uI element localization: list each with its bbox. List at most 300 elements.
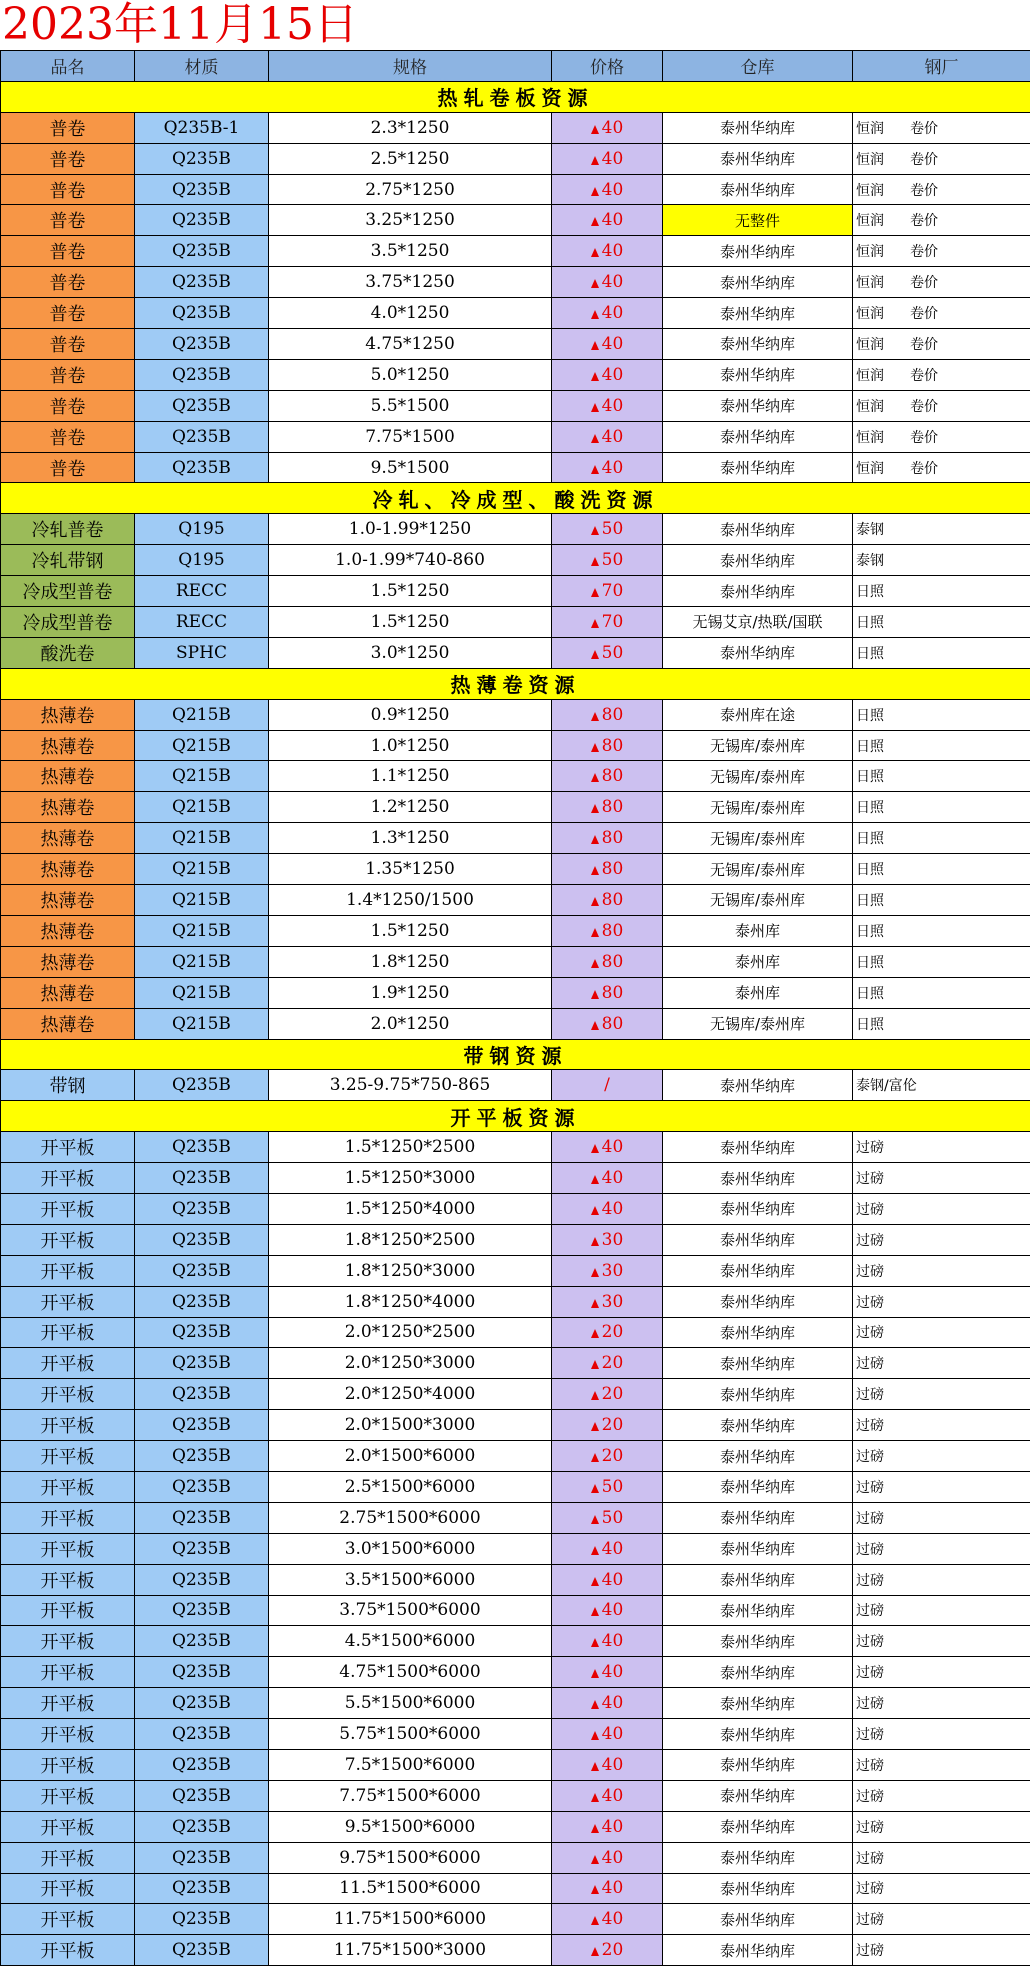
price-value: 30 bbox=[601, 1291, 624, 1312]
material-cell: Q215B bbox=[135, 1008, 269, 1039]
mill-value: 过磅 bbox=[856, 1572, 884, 1589]
price-cell bbox=[552, 885, 663, 916]
price-value: 20 bbox=[601, 1322, 624, 1343]
mill-value: 过磅 bbox=[856, 1912, 884, 1929]
arrow-up-icon bbox=[591, 279, 599, 288]
arrow-up-icon bbox=[591, 1175, 599, 1184]
price-value: 40 bbox=[601, 1538, 624, 1559]
arrow-up-icon bbox=[591, 1916, 599, 1925]
arrow-up-icon bbox=[591, 1206, 599, 1215]
price-cell bbox=[552, 1780, 663, 1811]
header-name: 品名 bbox=[1, 51, 135, 82]
material-cell: Q235B bbox=[135, 1904, 269, 1935]
mill-cell bbox=[853, 792, 1030, 823]
arrow-up-icon bbox=[591, 743, 599, 752]
section-title: 开平板资源 bbox=[1, 1101, 1030, 1132]
product-name-cell: 开平板 bbox=[1, 1595, 135, 1626]
arrow-up-icon bbox=[591, 959, 599, 968]
page-title: 2023年11月15日 bbox=[2, 0, 358, 50]
warehouse-cell: 泰州华纳库 bbox=[663, 1935, 853, 1966]
table-row bbox=[1, 885, 1030, 916]
warehouse-cell: 泰州华纳库 bbox=[663, 1533, 853, 1564]
product-name-cell: 热薄卷 bbox=[1, 730, 135, 761]
table-row bbox=[1, 236, 1030, 267]
mill-value: 过磅 bbox=[856, 1510, 884, 1527]
spec-cell: 4.75*1500*6000 bbox=[269, 1657, 552, 1688]
mill-cell bbox=[853, 1564, 1030, 1595]
spec-cell: 0.9*1250 bbox=[269, 699, 552, 730]
mill-value: 泰钢 bbox=[856, 522, 884, 539]
price-cell bbox=[552, 1719, 663, 1750]
material-cell: Q235B bbox=[135, 267, 269, 298]
arrow-up-icon bbox=[591, 187, 599, 196]
table-row bbox=[1, 1132, 1030, 1163]
spec-cell: 11.5*1500*6000 bbox=[269, 1873, 552, 1904]
mill-value: 日照 bbox=[856, 738, 884, 755]
price-value: 40 bbox=[601, 1785, 624, 1806]
product-name-cell: 热薄卷 bbox=[1, 792, 135, 823]
arrow-up-icon bbox=[591, 804, 599, 813]
price-cell bbox=[552, 298, 663, 329]
table-row bbox=[1, 1348, 1030, 1379]
product-name-cell: 普卷 bbox=[1, 421, 135, 452]
material-cell: Q235B-1 bbox=[135, 112, 269, 143]
material-cell: Q235B bbox=[135, 1379, 269, 1410]
price-note: 卷价 bbox=[910, 182, 938, 199]
spec-cell: 1.0*1250 bbox=[269, 730, 552, 761]
arrow-up-icon bbox=[591, 773, 599, 782]
material-cell: Q235B bbox=[135, 1132, 269, 1163]
spec-cell: 2.3*1250 bbox=[269, 112, 552, 143]
material-cell: Q235B bbox=[135, 1255, 269, 1286]
price-cell bbox=[552, 1379, 663, 1410]
table-row bbox=[1, 1719, 1030, 1750]
mill-value: 恒润 bbox=[856, 275, 884, 292]
mill-value: 恒润 bbox=[856, 213, 884, 230]
material-cell: Q235B bbox=[135, 359, 269, 390]
warehouse-cell: 泰州华纳库 bbox=[663, 1904, 853, 1935]
arrow-up-icon bbox=[591, 403, 599, 412]
warehouse-cell: 泰州华纳库 bbox=[663, 1595, 853, 1626]
mill-cell bbox=[853, 514, 1030, 545]
spec-cell: 1.4*1250/1500 bbox=[269, 885, 552, 916]
price-cell bbox=[552, 390, 663, 421]
mill-value: 过磅 bbox=[856, 1757, 884, 1774]
arrow-up-icon bbox=[591, 526, 599, 535]
arrow-up-icon bbox=[591, 125, 599, 134]
price-value: 40 bbox=[601, 1631, 624, 1652]
price-cell bbox=[552, 730, 663, 761]
spec-cell: 2.75*1500*6000 bbox=[269, 1502, 552, 1533]
product-name-cell: 普卷 bbox=[1, 359, 135, 390]
price-value: 50 bbox=[601, 1507, 624, 1528]
warehouse-cell: 泰州库 bbox=[663, 946, 853, 977]
price-note: 卷价 bbox=[910, 306, 938, 323]
price-value: 40 bbox=[601, 1909, 624, 1930]
material-cell: Q215B bbox=[135, 761, 269, 792]
mill-cell bbox=[853, 1132, 1030, 1163]
spec-cell: 1.8*1250*3000 bbox=[269, 1255, 552, 1286]
mill-cell bbox=[853, 1749, 1030, 1780]
mill-value: 过磅 bbox=[856, 1881, 884, 1898]
spec-cell: 9.75*1500*6000 bbox=[269, 1842, 552, 1873]
price-value: 40 bbox=[601, 1878, 624, 1899]
mill-value: 过磅 bbox=[856, 1727, 884, 1744]
price-value: 40 bbox=[601, 1693, 624, 1714]
price-cell bbox=[552, 1564, 663, 1595]
price-cell bbox=[552, 329, 663, 360]
mill-value: 过磅 bbox=[856, 1943, 884, 1960]
product-name-cell: 开平板 bbox=[1, 1163, 135, 1194]
price-cell bbox=[552, 699, 663, 730]
price-value: 40 bbox=[601, 148, 624, 169]
price-value: 40 bbox=[601, 395, 624, 416]
warehouse-cell: 泰州华纳库 bbox=[663, 1719, 853, 1750]
material-cell: Q235B bbox=[135, 1286, 269, 1317]
mill-cell bbox=[853, 1873, 1030, 1904]
material-cell: Q235B bbox=[135, 1657, 269, 1688]
arrow-up-icon bbox=[591, 1299, 599, 1308]
table-row bbox=[1, 329, 1030, 360]
product-name-cell: 开平板 bbox=[1, 1255, 135, 1286]
table-row bbox=[1, 1657, 1030, 1688]
mill-value: 日照 bbox=[856, 614, 884, 631]
material-cell: RECC bbox=[135, 576, 269, 607]
material-cell: Q215B bbox=[135, 792, 269, 823]
price-note: 卷价 bbox=[910, 336, 938, 353]
warehouse-cell: 泰州华纳库 bbox=[663, 112, 853, 143]
arrow-up-icon bbox=[591, 1638, 599, 1647]
price-note: 卷价 bbox=[910, 275, 938, 292]
mill-cell bbox=[853, 1904, 1030, 1935]
spec-cell: 5.5*1500 bbox=[269, 390, 552, 421]
mill-cell bbox=[853, 359, 1030, 390]
arrow-up-icon bbox=[591, 990, 599, 999]
mill-cell bbox=[853, 946, 1030, 977]
warehouse-cell: 泰州华纳库 bbox=[663, 514, 853, 545]
mill-cell bbox=[853, 545, 1030, 576]
product-name-cell: 开平板 bbox=[1, 1286, 135, 1317]
warehouse-cell: 泰州华纳库 bbox=[663, 1842, 853, 1873]
price-cell bbox=[552, 1410, 663, 1441]
mill-cell bbox=[853, 205, 1030, 236]
product-name-cell: 开平板 bbox=[1, 1193, 135, 1224]
price-cell bbox=[552, 1749, 663, 1780]
mill-value: 过磅 bbox=[856, 1294, 884, 1311]
price-value: 40 bbox=[601, 117, 624, 138]
price-cell bbox=[552, 637, 663, 668]
product-name-cell: 开平板 bbox=[1, 1719, 135, 1750]
product-name-cell: 开平板 bbox=[1, 1533, 135, 1564]
arrow-up-icon bbox=[591, 1515, 599, 1524]
price-cell bbox=[552, 915, 663, 946]
price-value: 80 bbox=[601, 859, 624, 880]
spec-cell: 1.1*1250 bbox=[269, 761, 552, 792]
arrow-up-icon bbox=[591, 650, 599, 659]
spec-cell: 3.75*1500*6000 bbox=[269, 1595, 552, 1626]
spec-cell: 3.75*1250 bbox=[269, 267, 552, 298]
mill-cell bbox=[853, 1811, 1030, 1842]
table-row bbox=[1, 1564, 1030, 1595]
price-cell bbox=[552, 1811, 663, 1842]
price-note: 卷价 bbox=[910, 120, 938, 137]
price-cell bbox=[552, 1842, 663, 1873]
table-row bbox=[1, 730, 1030, 761]
header-mill: 钢厂 bbox=[853, 51, 1030, 82]
spec-cell: 1.5*1250 bbox=[269, 607, 552, 638]
arrow-up-icon bbox=[591, 1700, 599, 1709]
warehouse-cell: 泰州华纳库 bbox=[663, 1379, 853, 1410]
material-cell: Q215B bbox=[135, 915, 269, 946]
table-row bbox=[1, 1688, 1030, 1719]
arrow-up-icon bbox=[591, 465, 599, 474]
arrow-up-icon bbox=[591, 248, 599, 257]
spec-cell: 1.5*1250*3000 bbox=[269, 1163, 552, 1194]
price-note: 卷价 bbox=[910, 151, 938, 168]
table-row bbox=[1, 637, 1030, 668]
price-cell bbox=[552, 823, 663, 854]
product-name-cell: 开平板 bbox=[1, 1873, 135, 1904]
warehouse-cell: 无锡库/泰州库 bbox=[663, 761, 853, 792]
mill-value: 日照 bbox=[856, 892, 884, 909]
material-cell: Q235B bbox=[135, 1193, 269, 1224]
table-row bbox=[1, 977, 1030, 1008]
price-cell bbox=[552, 1873, 663, 1904]
spec-cell: 1.5*1250 bbox=[269, 576, 552, 607]
material-cell: Q215B bbox=[135, 854, 269, 885]
mill-value: 日照 bbox=[856, 584, 884, 601]
price-value: 50 bbox=[601, 1476, 624, 1497]
mill-cell bbox=[853, 607, 1030, 638]
arrow-up-icon bbox=[591, 1329, 599, 1338]
price-cell bbox=[552, 1595, 663, 1626]
warehouse-cell: 泰州库在途 bbox=[663, 699, 853, 730]
product-name-cell: 普卷 bbox=[1, 267, 135, 298]
mill-value: 日照 bbox=[856, 954, 884, 971]
warehouse-cell: 泰州华纳库 bbox=[663, 1811, 853, 1842]
mill-cell bbox=[853, 1626, 1030, 1657]
header-warehouse: 仓库 bbox=[663, 51, 853, 82]
product-name-cell: 普卷 bbox=[1, 236, 135, 267]
price-cell bbox=[552, 1286, 663, 1317]
mill-cell bbox=[853, 329, 1030, 360]
mill-cell bbox=[853, 1008, 1030, 1039]
mill-cell bbox=[853, 977, 1030, 1008]
product-name-cell: 开平板 bbox=[1, 1379, 135, 1410]
mill-value: 过磅 bbox=[856, 1541, 884, 1558]
arrow-up-icon bbox=[591, 1484, 599, 1493]
material-cell: Q235B bbox=[135, 329, 269, 360]
spec-cell: 11.75*1500*3000 bbox=[269, 1935, 552, 1966]
table-row bbox=[1, 1935, 1030, 1966]
warehouse-cell: 泰州华纳库 bbox=[663, 1780, 853, 1811]
price-value: 80 bbox=[601, 828, 624, 849]
material-cell: Q235B bbox=[135, 1070, 269, 1101]
arrow-up-icon bbox=[591, 1607, 599, 1616]
warehouse-cell: 无锡库/泰州库 bbox=[663, 823, 853, 854]
mill-cell bbox=[853, 1471, 1030, 1502]
arrow-up-icon bbox=[591, 1762, 599, 1771]
price-table bbox=[0, 50, 1030, 1966]
mill-value: 日照 bbox=[856, 769, 884, 786]
product-name-cell: 普卷 bbox=[1, 112, 135, 143]
mill-value: 恒润 bbox=[856, 336, 884, 353]
table-row bbox=[1, 545, 1030, 576]
price-value: 80 bbox=[601, 920, 624, 941]
arrow-up-icon bbox=[591, 1391, 599, 1400]
product-name-cell: 热薄卷 bbox=[1, 946, 135, 977]
price-note: 卷价 bbox=[910, 213, 938, 230]
mill-value: 过磅 bbox=[856, 1418, 884, 1435]
spec-cell: 1.8*1250*4000 bbox=[269, 1286, 552, 1317]
mill-cell bbox=[853, 1286, 1030, 1317]
spec-cell: 2.5*1500*6000 bbox=[269, 1471, 552, 1502]
price-value: 40 bbox=[601, 272, 624, 293]
mill-cell bbox=[853, 143, 1030, 174]
arrow-up-icon bbox=[591, 897, 599, 906]
mill-cell bbox=[853, 112, 1030, 143]
warehouse-cell: 泰州华纳库 bbox=[663, 1441, 853, 1472]
spec-cell: 3.0*1250 bbox=[269, 637, 552, 668]
arrow-up-icon bbox=[591, 619, 599, 628]
section-header bbox=[1, 1039, 1030, 1070]
price-value: 40 bbox=[601, 1816, 624, 1837]
price-cell bbox=[552, 576, 663, 607]
price-value: 20 bbox=[601, 1446, 624, 1467]
spec-cell: 2.0*1500*6000 bbox=[269, 1441, 552, 1472]
warehouse-cell: 泰州华纳库 bbox=[663, 1255, 853, 1286]
price-cell bbox=[552, 1904, 663, 1935]
material-cell: Q215B bbox=[135, 823, 269, 854]
warehouse-cell: 泰州华纳库 bbox=[663, 390, 853, 421]
product-name-cell: 普卷 bbox=[1, 205, 135, 236]
mill-value: 恒润 bbox=[856, 429, 884, 446]
table-row bbox=[1, 1873, 1030, 1904]
spec-cell: 3.25-9.75*750-865 bbox=[269, 1070, 552, 1101]
table-row bbox=[1, 1502, 1030, 1533]
mill-cell bbox=[853, 576, 1030, 607]
material-cell: Q235B bbox=[135, 390, 269, 421]
arrow-up-icon bbox=[591, 1731, 599, 1740]
warehouse-cell: 泰州华纳库 bbox=[663, 1286, 853, 1317]
spec-cell: 1.2*1250 bbox=[269, 792, 552, 823]
mill-cell bbox=[853, 1379, 1030, 1410]
product-name-cell: 开平板 bbox=[1, 1132, 135, 1163]
table-row bbox=[1, 792, 1030, 823]
table-row bbox=[1, 112, 1030, 143]
product-name-cell: 热薄卷 bbox=[1, 1008, 135, 1039]
warehouse-cell: 泰州华纳库 bbox=[663, 1193, 853, 1224]
table-row bbox=[1, 1193, 1030, 1224]
price-cell bbox=[552, 1255, 663, 1286]
arrow-up-icon bbox=[591, 588, 599, 597]
mill-value: 恒润 bbox=[856, 460, 884, 477]
arrow-up-icon bbox=[591, 1855, 599, 1864]
material-cell: Q235B bbox=[135, 421, 269, 452]
arrow-up-icon bbox=[591, 1360, 599, 1369]
price-cell bbox=[552, 174, 663, 205]
price-note: 卷价 bbox=[910, 429, 938, 446]
warehouse-cell: 无锡库/泰州库 bbox=[663, 1008, 853, 1039]
price-value: 40 bbox=[601, 1198, 624, 1219]
price-cell bbox=[552, 1348, 663, 1379]
mill-value: 恒润 bbox=[856, 398, 884, 415]
price-value: 80 bbox=[601, 735, 624, 756]
product-name-cell: 开平板 bbox=[1, 1904, 135, 1935]
product-name-cell: 开平板 bbox=[1, 1657, 135, 1688]
price-cell bbox=[552, 1441, 663, 1472]
table-row bbox=[1, 1626, 1030, 1657]
table-row bbox=[1, 1163, 1030, 1194]
warehouse-cell: 泰州华纳库 bbox=[663, 1688, 853, 1719]
price-note: 卷价 bbox=[910, 244, 938, 261]
arrow-up-icon bbox=[591, 712, 599, 721]
price-cell bbox=[552, 359, 663, 390]
price-cell bbox=[552, 112, 663, 143]
table-row bbox=[1, 607, 1030, 638]
mill-cell bbox=[853, 823, 1030, 854]
product-name-cell: 开平板 bbox=[1, 1348, 135, 1379]
product-name-cell: 冷成型普卷 bbox=[1, 576, 135, 607]
price-value: 80 bbox=[601, 766, 624, 787]
product-name-cell: 普卷 bbox=[1, 452, 135, 483]
price-cell bbox=[552, 143, 663, 174]
product-name-cell: 热薄卷 bbox=[1, 761, 135, 792]
product-name-cell: 热薄卷 bbox=[1, 885, 135, 916]
arrow-up-icon bbox=[591, 1577, 599, 1586]
mill-value: 过磅 bbox=[856, 1325, 884, 1342]
table-row bbox=[1, 1255, 1030, 1286]
mill-cell bbox=[853, 854, 1030, 885]
product-name-cell: 热薄卷 bbox=[1, 823, 135, 854]
product-name-cell: 冷轧普卷 bbox=[1, 514, 135, 545]
product-name-cell: 热薄卷 bbox=[1, 699, 135, 730]
price-cell bbox=[552, 977, 663, 1008]
mill-value: 恒润 bbox=[856, 306, 884, 323]
mill-value: 恒润 bbox=[856, 244, 884, 261]
warehouse-cell: 泰州库 bbox=[663, 977, 853, 1008]
price-value: 40 bbox=[601, 1847, 624, 1868]
material-cell: RECC bbox=[135, 607, 269, 638]
section-header bbox=[1, 483, 1030, 514]
mill-cell bbox=[853, 1317, 1030, 1348]
arrow-up-icon bbox=[591, 928, 599, 937]
material-cell: Q235B bbox=[135, 1780, 269, 1811]
mill-value: 过磅 bbox=[856, 1449, 884, 1466]
table-row bbox=[1, 1471, 1030, 1502]
product-name-cell: 热薄卷 bbox=[1, 977, 135, 1008]
warehouse-cell: 泰州华纳库 bbox=[663, 359, 853, 390]
warehouse-cell: 泰州华纳库 bbox=[663, 1224, 853, 1255]
table-row bbox=[1, 1749, 1030, 1780]
price-value: 50 bbox=[601, 550, 624, 571]
mill-value: 日照 bbox=[856, 800, 884, 817]
price-value: 70 bbox=[601, 581, 624, 602]
material-cell: Q215B bbox=[135, 885, 269, 916]
mill-cell bbox=[853, 174, 1030, 205]
mill-value: 过磅 bbox=[856, 1263, 884, 1280]
mill-cell bbox=[853, 1780, 1030, 1811]
mill-value: 日照 bbox=[856, 831, 884, 848]
price-cell bbox=[552, 1533, 663, 1564]
price-note: 卷价 bbox=[910, 460, 938, 477]
table-row bbox=[1, 359, 1030, 390]
price-value: 40 bbox=[601, 210, 624, 231]
price-value: 40 bbox=[601, 1662, 624, 1683]
spec-cell: 1.35*1250 bbox=[269, 854, 552, 885]
mill-value: 恒润 bbox=[856, 367, 884, 384]
table-row bbox=[1, 699, 1030, 730]
